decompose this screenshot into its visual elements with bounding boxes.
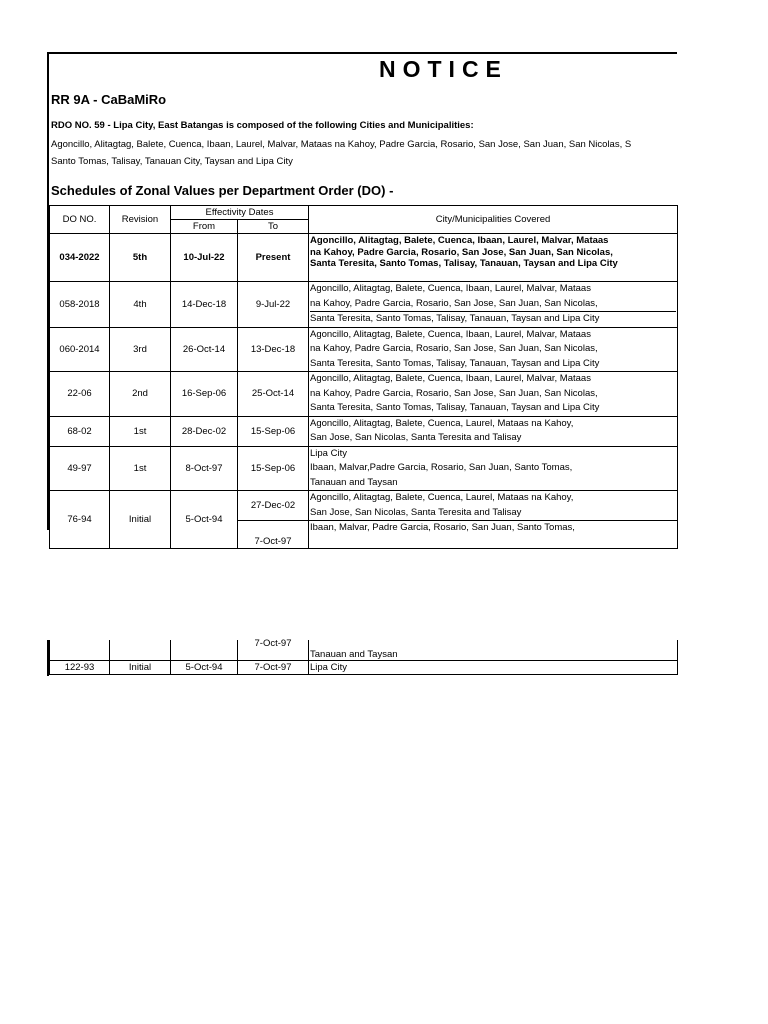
- covered-line: na Kahoy, Padre Garcia, Rosario, San Jose, San Juan, San Nicolas,: [310, 297, 598, 309]
- do-no-cell: 060-2014: [50, 327, 110, 372]
- header-to: To: [238, 220, 309, 234]
- covered-cell: Lipa City: [309, 660, 678, 674]
- revision-cell: 5th: [110, 234, 171, 282]
- from-cell: 14-Dec-18: [171, 282, 238, 328]
- do-no-cell: 76-94: [50, 491, 110, 549]
- zonal-values-table-continued: [49, 640, 678, 675]
- to-cell-text: 7-Oct-97: [254, 638, 292, 650]
- covered-cell: [309, 491, 678, 521]
- revision-cell: Initial: [110, 491, 171, 549]
- from-cell: 10-Jul-22: [171, 234, 238, 282]
- from-cell: 8-Oct-97: [171, 446, 238, 491]
- table-row: [50, 234, 678, 282]
- table-row: [50, 491, 678, 521]
- cities-list-line-2: Santo Tomas, Talisay, Tanauan City, Taysan and Lipa City: [51, 156, 293, 167]
- covered-line: Santa Teresita, Santo Tomas, Talisay, Tanauan, Taysan and Lipa City: [310, 402, 600, 413]
- header-revision: Revision: [110, 206, 171, 234]
- covered-line: Agoncillo, Alitagtag, Balete, Cuenca, Ibaan, Laurel, Malvar, Mataas: [310, 373, 591, 384]
- table-row: [50, 372, 678, 417]
- covered-cell: Tanauan and Taysan: [309, 640, 678, 660]
- table-row: [50, 327, 678, 372]
- revision-cell: 1st: [110, 446, 171, 491]
- to-cell: 13-Dec-18: [238, 327, 309, 372]
- covered-line: Agoncillo, Alitagtag, Balete, Cuenca, Laurel, Mataas na Kahoy,: [310, 492, 574, 503]
- revision-cell: 4th: [110, 282, 171, 328]
- zonal-values-table: [49, 205, 678, 549]
- do-no-cell: 68-02: [50, 416, 110, 446]
- from-cell: 5-Oct-94: [171, 660, 238, 674]
- covered-line: na Kahoy, Padre Garcia, Rosario, San Jose, San Juan, San Nicolas,: [310, 246, 613, 258]
- header-from: From: [171, 220, 238, 234]
- table-row: [50, 660, 678, 674]
- header-do-no: DO NO.: [50, 206, 110, 234]
- notice-sheet-continued: [47, 640, 677, 676]
- covered-line: Lipa City: [310, 447, 347, 459]
- covered-line: Santa Teresita, Santo Tomas, Talisay, Tanauan, Taysan and Lipa City: [310, 357, 600, 369]
- revision-cell: 3rd: [110, 327, 171, 372]
- covered-cell: [309, 446, 678, 491]
- covered-line: Agoncillo, Alitagtag, Balete, Cuenca, Ibaan, Laurel, Malvar, Mataas: [310, 328, 591, 340]
- header-effectivity: Effectivity Dates: [171, 206, 309, 220]
- revision-cell: [110, 640, 171, 660]
- covered-line: San Jose, San Nicolas, Santa Teresita and Talisay: [310, 432, 522, 443]
- table-row: [50, 416, 678, 446]
- rr-heading: RR 9A - CaBaMiRo: [51, 92, 167, 107]
- covered-cell: [309, 372, 678, 417]
- to-cell: Present: [238, 234, 309, 282]
- from-cell: 26-Oct-14: [171, 327, 238, 372]
- to-cell-text: 7-Oct-97: [254, 536, 292, 547]
- to-cell: [238, 521, 309, 549]
- covered-cell: [309, 416, 678, 446]
- from-cell: 16-Sep-06: [171, 372, 238, 417]
- do-no-cell: 22-06: [50, 372, 110, 417]
- revision-cell: 2nd: [110, 372, 171, 417]
- covered-line: na Kahoy, Padre Garcia, Rosario, San Jose, San Juan, San Nicolas,: [310, 387, 598, 399]
- to-cell: 7-Oct-97: [238, 660, 309, 674]
- covered-line: Agoncillo, Alitagtag, Balete, Cuenca, Laurel, Mataas na Kahoy,: [310, 417, 574, 429]
- covered-line: Santa Teresita, Santo Tomas, Talisay, Tanauan, Taysan and Lipa City: [310, 311, 676, 327]
- covered-line: Agoncillo, Alitagtag, Balete, Cuenca, Ibaan, Laurel, Malvar, Mataas: [310, 235, 609, 246]
- notice-sheet: [47, 52, 677, 547]
- to-cell: 9-Jul-22: [238, 282, 309, 328]
- table-header-row: [50, 206, 678, 220]
- from-cell: [171, 640, 238, 660]
- covered-line: Ibaan, Malvar, Padre Garcia, Rosario, San Juan, Santo Tomas,: [310, 522, 575, 533]
- covered-cell: [309, 282, 678, 328]
- revision-cell: Initial: [110, 660, 171, 674]
- header-covered: City/Municipalities Covered: [309, 206, 678, 234]
- table-row: [50, 282, 678, 328]
- notice-title: NOTICE: [379, 56, 508, 82]
- do-no-cell: 49-97: [50, 446, 110, 491]
- from-cell: 5-Oct-94: [171, 491, 238, 549]
- to-cell: 25-Oct-14: [238, 372, 309, 417]
- to-cell: [238, 640, 309, 660]
- revision-cell: 1st: [110, 416, 171, 446]
- to-cell: 15-Sep-06: [238, 446, 309, 491]
- do-no-cell: 034-2022: [50, 234, 110, 282]
- table-row: [50, 446, 678, 491]
- cities-list-line-1: Agoncillo, Alitagtag, Balete, Cuenca, Ibaan, Laurel, Malvar, Mataas na Kahoy, Padre Garcia, Rosario, San Jose, San Juan, San Nicolas, S: [51, 139, 632, 150]
- covered-line: na Kahoy, Padre Garcia, Rosario, San Jose, San Juan, San Nicolas,: [310, 343, 598, 354]
- rdo-description: RDO NO. 59 - Lipa City, East Batangas is composed of the following Cities and Municipalities:: [51, 120, 474, 131]
- covered-cell: [309, 234, 678, 282]
- covered-line: Ibaan, Malvar,Padre Garcia, Rosario, San Juan, Santo Tomas,: [310, 462, 573, 473]
- do-no-cell: [50, 640, 110, 660]
- covered-cell: [309, 327, 678, 372]
- schedules-heading: Schedules of Zonal Values per Department Order (DO) -: [51, 183, 394, 198]
- from-cell: 28-Dec-02: [171, 416, 238, 446]
- to-cell: 15-Sep-06: [238, 416, 309, 446]
- covered-line: San Jose, San Nicolas, Santa Teresita and Talisay: [310, 506, 522, 518]
- to-cell: 27-Dec-02: [238, 491, 309, 521]
- table-row: [50, 640, 678, 660]
- covered-line: Santa Teresita, Santo Tomas, Talisay, Tanauan, Taysan and Lipa City: [310, 258, 618, 269]
- covered-line: Tanauan and Taysan: [310, 476, 398, 488]
- covered-line: Agoncillo, Alitagtag, Balete, Cuenca, Ibaan, Laurel, Malvar, Mataas: [310, 283, 591, 294]
- do-no-cell: 058-2018: [50, 282, 110, 328]
- do-no-cell: 122-93: [50, 660, 110, 674]
- covered-cell: [309, 521, 678, 549]
